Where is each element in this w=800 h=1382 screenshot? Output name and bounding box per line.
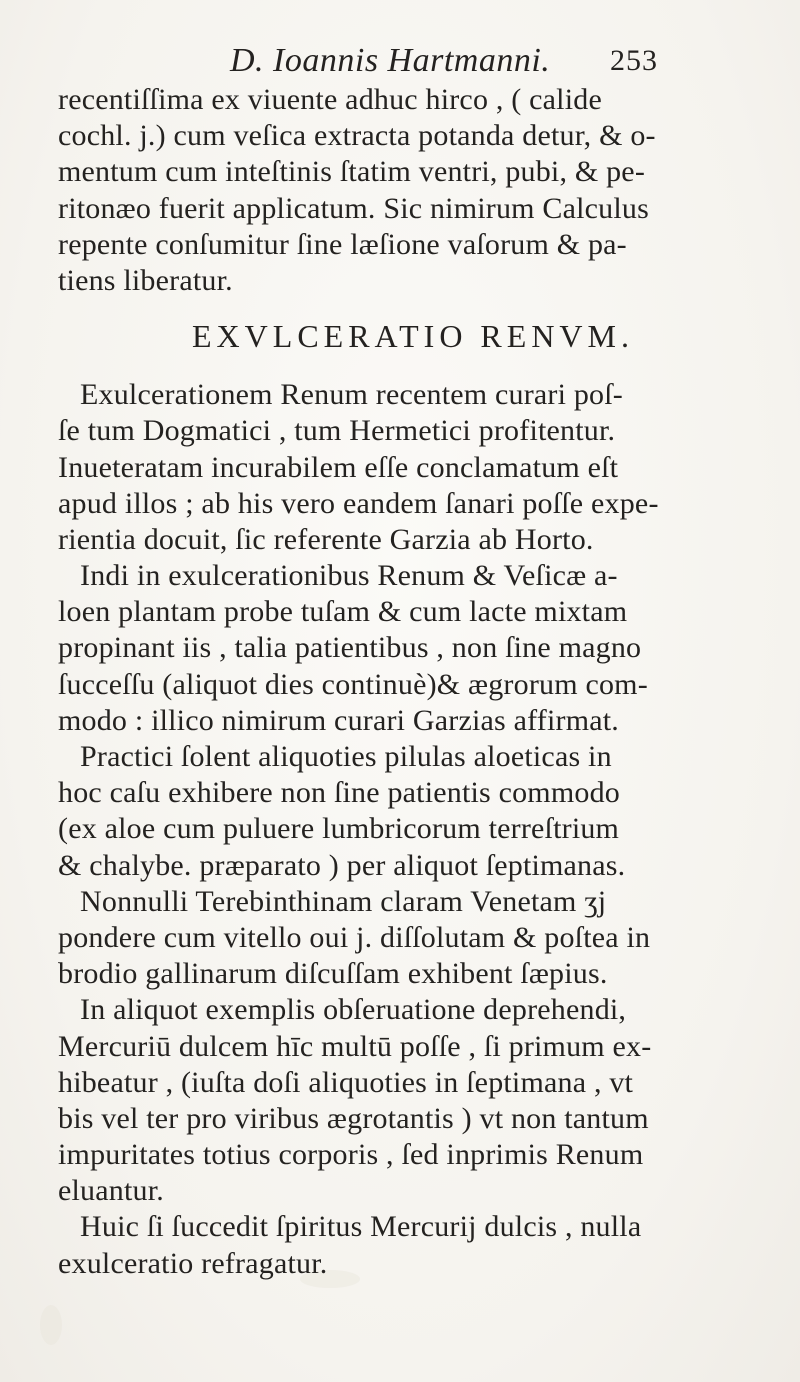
text-line: Inueteratam incurabilem eſſe conclamatum eſt xyxy=(58,450,619,484)
text-line: exulceratio refragatur. xyxy=(58,1246,328,1280)
text-line: pondere cum vitello oui j. diſſolutam & poſtea in xyxy=(58,920,651,954)
paper-stain xyxy=(40,1305,62,1345)
main-text xyxy=(58,82,748,1282)
text-line: ritonæo fuerit applicatum. Sic nimirum Calculus xyxy=(58,191,649,225)
text-line: loen plantam probe tuſam & cum lacte mixtam xyxy=(58,595,628,629)
text-line: Indi in exulcerationibus Renum & Veſicæ a- xyxy=(80,559,618,593)
text-line: Exulcerationem Renum recentem curari poſ- xyxy=(80,378,623,412)
text-line: hoc caſu exhibere non ſine patientis commodo xyxy=(58,776,620,810)
text-line: rientia docuit, ſic referente Garzia ab Horto. xyxy=(58,522,594,556)
text-line: Nonnulli Terebinthinam claram Venetam ʒj xyxy=(80,884,607,918)
text-line: eluantur. xyxy=(58,1174,164,1208)
text-line: repente conſumitur ſine læſione vaſorum & pa- xyxy=(58,227,627,261)
text-line: mentum cum inteſtinis ſtatim ventri, pubi, & pe- xyxy=(58,155,646,189)
text-line: tiens liberatur. xyxy=(58,263,233,297)
text-line: impuritates totius corporis , ſed inprimis Renum xyxy=(58,1138,644,1172)
text-line: Practici ſolent aliquoties pilulas aloeticas in xyxy=(80,740,612,773)
text-line: (ex aloe cum puluere lumbricorum terreſtrium xyxy=(58,812,620,846)
page-number: 253 xyxy=(610,44,658,77)
text-line: brodio gallinarum diſcuſſam exhibent ſæpius. xyxy=(58,957,608,991)
text-line: modo : illico nimirum curari Garzias affirmat. xyxy=(58,703,619,737)
page-header xyxy=(0,40,800,80)
text-line: Huic ſi ſuccedit ſpiritus Mercurij dulcis , nulla xyxy=(80,1210,642,1244)
text-line: bis vel ter pro viribus ægrotantis ) vt non tantum xyxy=(58,1101,649,1135)
text-line: ſe tum Dogmatici , tum Hermetici profitentur. xyxy=(58,414,616,448)
section-heading: EXVLCERATIO RENVM. xyxy=(192,318,634,355)
text-line: ſucceſſu (aliquot dies continuè)& ægrorum com- xyxy=(58,667,648,701)
text-line: cochl. j.) cum veſica extracta potanda detur, & o- xyxy=(58,119,656,153)
text-line: In aliquot exemplis obſeruatione deprehendi, xyxy=(80,993,627,1027)
running-head: D. Ioannis Hartmanni. xyxy=(230,42,551,79)
text-line: & chalybe. præparato ) per aliquot ſeptimanas. xyxy=(58,848,626,882)
text-line: propinant iis , talia patientibus , non ſine magno xyxy=(58,631,642,665)
text-line: Mercuriū dulcem hīc multū poſſe , ſi primum ex- xyxy=(58,1029,652,1063)
text-line: hibeatur , (iuſta doſi aliquoties in ſeptimana , vt xyxy=(58,1065,634,1099)
text-line: recentiſſima ex viuente adhuc hirco , ( calide xyxy=(58,83,602,116)
text-line: apud illos ; ab his vero eandem ſanari poſſe expe- xyxy=(58,486,659,520)
